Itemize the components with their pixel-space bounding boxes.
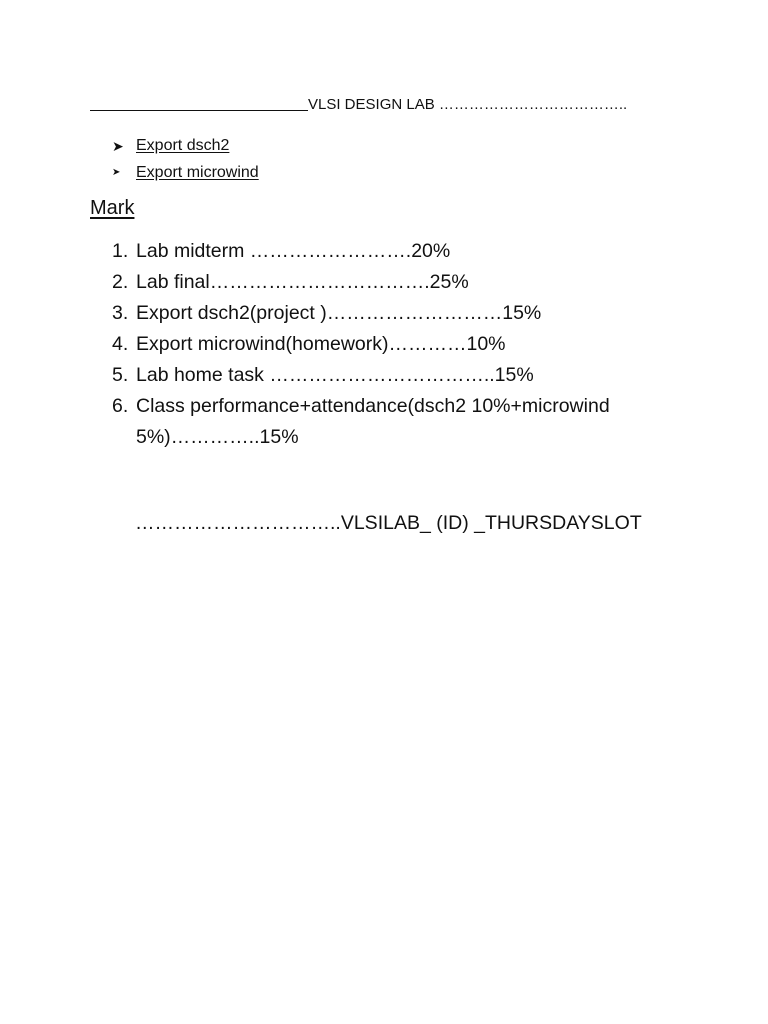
list-item xyxy=(112,391,672,453)
bullet-label: Export microwind xyxy=(136,163,259,181)
footer-line: …………………………..VLSILAB_ (ID) _THURSDAYSLOT xyxy=(135,512,642,534)
item-text: Lab midterm …………………….20% xyxy=(136,240,451,262)
item-text: Lab final…………………………….25% xyxy=(136,271,469,293)
item-number: 6. xyxy=(112,395,129,417)
list-item xyxy=(112,360,672,391)
item-text: Lab home task ……………………………..15% xyxy=(136,364,534,386)
item-text: Export microwind(homework)…………10% xyxy=(136,333,506,355)
list-item xyxy=(112,236,672,267)
blank-fill-rule xyxy=(90,110,308,111)
item-number: 3. xyxy=(112,302,129,324)
list-item xyxy=(112,132,259,159)
list-item xyxy=(112,159,259,186)
list-item xyxy=(112,298,672,329)
bullet-label: Export dsch2 xyxy=(136,136,230,154)
mark-heading: Mark xyxy=(90,197,135,219)
list-item xyxy=(112,329,672,360)
item-number: 2. xyxy=(112,271,129,293)
item-text: Export dsch2(project )………………………15% xyxy=(136,302,542,324)
header-title: VLSI DESIGN LAB ……………………………….. xyxy=(308,96,628,113)
header-line xyxy=(90,96,627,113)
arrow-bullet-icon: ➤ xyxy=(112,137,124,154)
item-text: Class performance+attendance(dsch2 10%+microwind 5%)…………..15% xyxy=(136,395,610,448)
arrow-bullet-icon: ➤ xyxy=(112,166,121,178)
marks-list xyxy=(112,236,672,453)
list-item xyxy=(112,267,672,298)
bullet-list xyxy=(112,132,259,186)
item-number: 5. xyxy=(112,364,129,386)
item-number: 1. xyxy=(112,240,129,262)
item-number: 4. xyxy=(112,333,129,355)
